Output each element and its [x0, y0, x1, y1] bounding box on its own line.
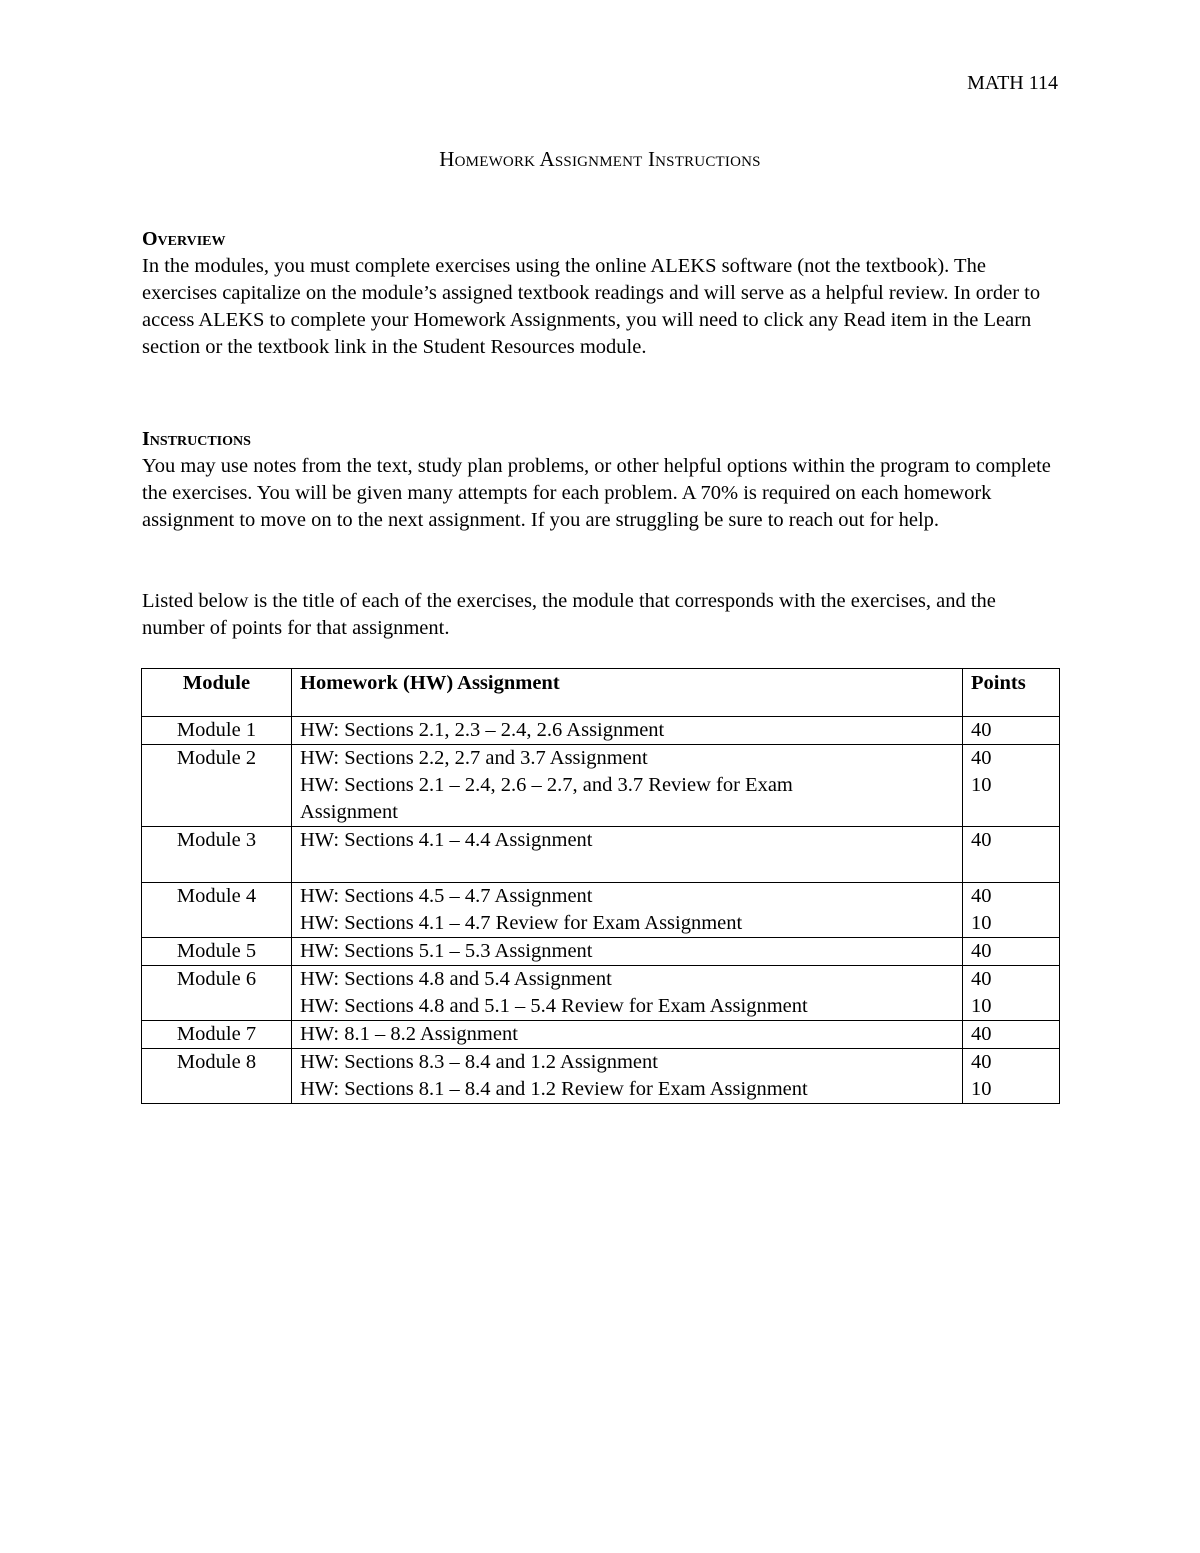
points-cell — [963, 1021, 1060, 1049]
points-value: 40 — [971, 829, 992, 851]
table-row — [142, 1021, 1060, 1049]
module-cell: Module 5 — [142, 938, 292, 966]
table-row — [142, 1049, 1060, 1104]
assignment-line: HW: Sections 5.1 – 5.3 Assignment — [300, 940, 593, 962]
points-value: 40 — [971, 747, 992, 769]
points-cell — [963, 883, 1060, 938]
module-cell: Module 3 — [142, 827, 292, 883]
instructions-section — [142, 426, 1062, 534]
course-code: MATH 114 — [967, 72, 1058, 94]
assignment-line: HW: Sections 4.5 – 4.7 Assignment — [300, 885, 593, 907]
overview-text: In the modules, you must complete exercises using the online ALEKS software (not the textbook). The exercises capitalize on the module’s assigned textbook readings and will serve as a helpful review. In order to access ALEKS to complete your Homework Assignments, you will need to click any Read item in the Learn section or the textbook link in the Student Resources module. — [142, 255, 1041, 358]
assignment-line: HW: Sections 4.8 and 5.1 – 5.4 Review for Exam Assignment — [300, 995, 808, 1017]
assignment-line: HW: Sections 2.2, 2.7 and 3.7 Assignment — [300, 747, 648, 769]
assignment-cell — [292, 1049, 963, 1104]
header-module: Module — [142, 669, 292, 717]
assignment-cell — [292, 827, 963, 883]
points-value: 10 — [971, 912, 992, 934]
assignment-cell — [292, 938, 963, 966]
header-points: Points — [963, 669, 1060, 717]
listing-text: Listed below is the title of each of the exercises, the module that corresponds with the exercises, and the number of points for that assignment. — [142, 590, 996, 639]
module-cell: Module 6 — [142, 966, 292, 1021]
assignment-cell — [292, 1021, 963, 1049]
points-value: 40 — [971, 1023, 992, 1045]
table-row — [142, 745, 1060, 827]
table-row — [142, 717, 1060, 745]
module-cell: Module 7 — [142, 1021, 292, 1049]
table-row — [142, 938, 1060, 966]
points-value: 10 — [971, 995, 992, 1017]
points-cell — [963, 938, 1060, 966]
listing-section — [142, 588, 1062, 642]
assignment-line: HW: Sections 8.3 – 8.4 and 1.2 Assignment — [300, 1051, 658, 1073]
assignment-cell — [292, 745, 963, 827]
points-cell — [963, 745, 1060, 827]
points-value: 40 — [971, 719, 992, 741]
table-row — [142, 966, 1060, 1021]
assignment-line: HW: Sections 2.1 – 2.4, 2.6 – 2.7, and 3.7 Review for Exam Assignment — [300, 774, 793, 823]
points-value: 40 — [971, 885, 992, 907]
points-cell — [963, 827, 1060, 883]
assignment-line: HW: Sections 2.1, 2.3 – 2.4, 2.6 Assignment — [300, 719, 665, 741]
module-cell: Module 8 — [142, 1049, 292, 1104]
document-title: Homework Assignment Instructions — [439, 147, 761, 171]
points-value: 10 — [971, 774, 992, 796]
homework-table — [141, 668, 1060, 1104]
instructions-heading: Instructions — [142, 428, 251, 450]
points-value: 10 — [971, 1078, 992, 1100]
points-value: 40 — [971, 1051, 992, 1073]
points-value: 40 — [971, 940, 992, 962]
assignment-cell — [292, 883, 963, 938]
assignment-line: HW: Sections 4.1 – 4.7 Review for Exam Assignment — [300, 912, 743, 934]
module-cell: Module 4 — [142, 883, 292, 938]
points-value: 40 — [971, 968, 992, 990]
assignment-line: HW: Sections 4.8 and 5.4 Assignment — [300, 968, 612, 990]
assignment-line: HW: 8.1 – 8.2 Assignment — [300, 1023, 518, 1045]
assignment-line: HW: Sections 8.1 – 8.4 and 1.2 Review for Exam Assignment — [300, 1078, 808, 1100]
overview-heading: Overview — [142, 228, 226, 250]
points-cell — [963, 1049, 1060, 1104]
assignment-line: HW: Sections 4.1 – 4.4 Assignment — [300, 829, 593, 851]
points-cell — [963, 717, 1060, 745]
module-cell: Module 2 — [142, 745, 292, 827]
points-cell — [963, 966, 1060, 1021]
instructions-text: You may use notes from the text, study plan problems, or other helpful options within the program to complete the exercises. You will be given many attempts for each problem. A 70% is required on each homework assignment to move on to the next assignment. If you are struggling be sure to reach out for help. — [142, 455, 1051, 531]
table-row — [142, 827, 1060, 883]
header-assignment: Homework (HW) Assignment — [292, 669, 963, 717]
module-cell: Module 1 — [142, 717, 292, 745]
assignment-cell — [292, 717, 963, 745]
table-header-row — [142, 669, 1060, 717]
overview-section — [142, 226, 1062, 361]
table-row — [142, 883, 1060, 938]
assignment-cell — [292, 966, 963, 1021]
